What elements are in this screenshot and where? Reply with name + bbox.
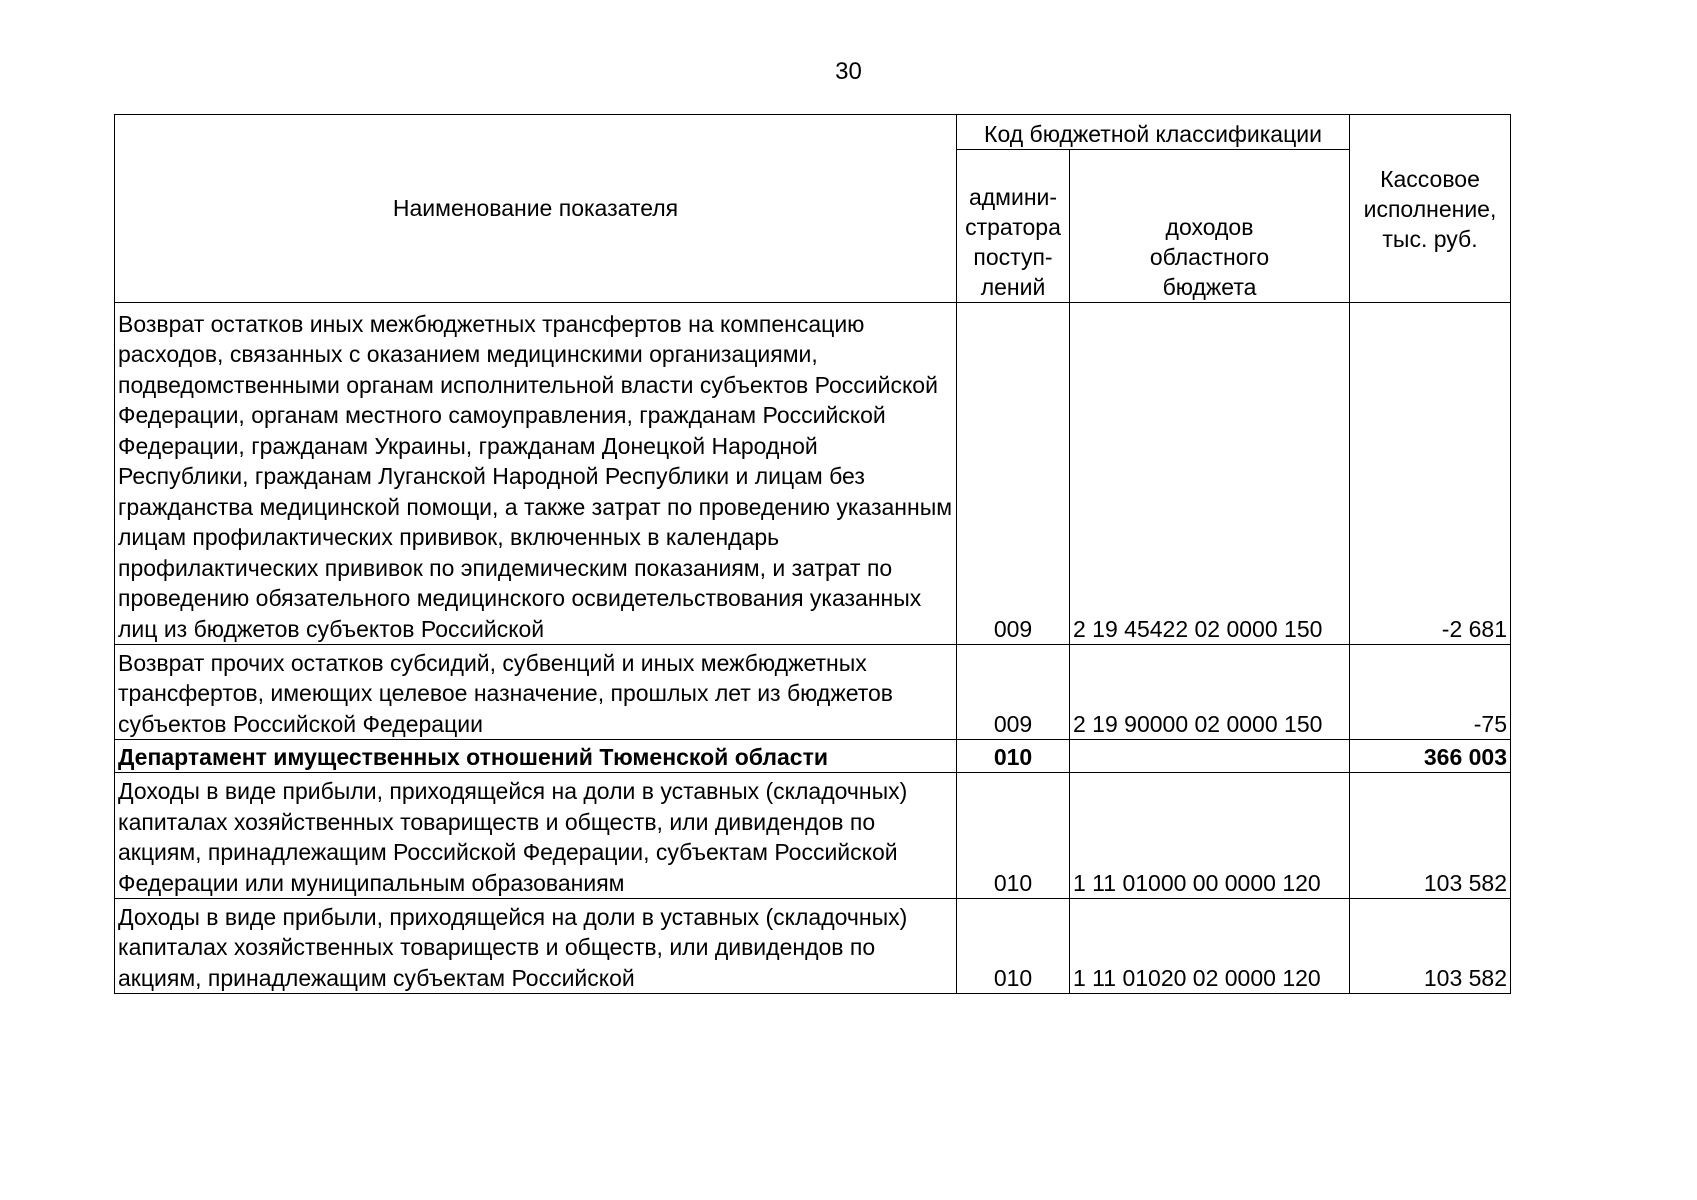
header-code-group: Код бюджетной классификации <box>957 115 1350 150</box>
header-admin-line: стратора <box>965 214 1061 240</box>
header-code-line: бюджета <box>1162 274 1257 300</box>
row-name: Департамент имущественных отношений Тюменской области <box>115 740 957 773</box>
header-admin-line: админи- <box>968 184 1058 210</box>
header-sum-line: исполнение, <box>1363 195 1497 222</box>
table-row-department <box>115 740 1511 773</box>
row-admin: 010 <box>957 899 1070 994</box>
row-code: 1 11 01000 00 0000 120 <box>1070 773 1350 899</box>
row-sum: -75 <box>1350 645 1511 740</box>
header-sum-line: тыс. руб. <box>1382 225 1478 252</box>
row-name: Возврат прочих остатков субсидий, субвенций и иных межбюджетных трансфертов, имеющих целевое назначение, прошлых лет из бюджетов субъектов Российской Федерации <box>115 645 957 740</box>
row-code: 2 19 90000 02 0000 150 <box>1070 645 1350 740</box>
header-sum-line: Кассовое <box>1380 165 1480 192</box>
budget-table <box>114 114 1511 994</box>
row-name: Возврат остатков иных межбюджетных трансфертов на компенсацию расходов, связанных с оказанием медицинскими организациями, подведомственными органам исполнительной власти субъектов Российской Федерации, органам местного самоуправления, гражданам Российской Федерации, гражданам Украины, гражданам Донецкой Народной Республики, гражданам Луганской Народной Республики и лицам без гражданства медицинской помощи, а также затрат по проведению указанным лицам профилактических прививок, включенных в календарь профилактических прививок по эпидемическим показаниям, и затрат по проведению обязательного медицинского освидетельствования указанных лиц из бюджетов субъектов Российской <box>115 303 957 645</box>
header-admin-line: лений <box>980 274 1046 300</box>
row-admin: 010 <box>957 773 1070 899</box>
table-row <box>115 899 1511 994</box>
header-name: Наименование показателя <box>115 115 957 303</box>
row-admin: 010 <box>957 740 1070 773</box>
row-sum: -2 681 <box>1350 303 1511 645</box>
row-code: 1 11 01020 02 0000 120 <box>1070 899 1350 994</box>
row-code <box>1070 740 1350 773</box>
table-row <box>115 645 1511 740</box>
row-admin: 009 <box>957 645 1070 740</box>
row-code: 2 19 45422 02 0000 150 <box>1070 303 1350 645</box>
header-code-line: доходов <box>1165 214 1254 240</box>
row-admin: 009 <box>957 303 1070 645</box>
row-name: Доходы в виде прибыли, приходящейся на доли в уставных (складочных) капиталах хозяйственных товариществ и обществ, или дивидендов по акциям, принадлежащим субъектам Российской <box>115 899 957 994</box>
header-code-line: областного <box>1149 244 1270 270</box>
row-sum: 103 582 <box>1350 899 1511 994</box>
table-row <box>115 303 1511 645</box>
row-sum: 366 003 <box>1350 740 1511 773</box>
page-number: 30 <box>835 58 862 85</box>
header-code <box>1070 150 1350 303</box>
row-sum: 103 582 <box>1350 773 1511 899</box>
header-sum <box>1350 115 1511 303</box>
row-name: Доходы в виде прибыли, приходящейся на доли в уставных (складочных) капиталах хозяйственных товариществ и обществ, или дивидендов по акциям, принадлежащим Российской Федерации, субъектам Российской Федерации или муниципальным образованиям <box>115 773 957 899</box>
header-admin-line: поступ- <box>973 244 1053 270</box>
header-admin <box>957 150 1070 303</box>
table-row <box>115 773 1511 899</box>
